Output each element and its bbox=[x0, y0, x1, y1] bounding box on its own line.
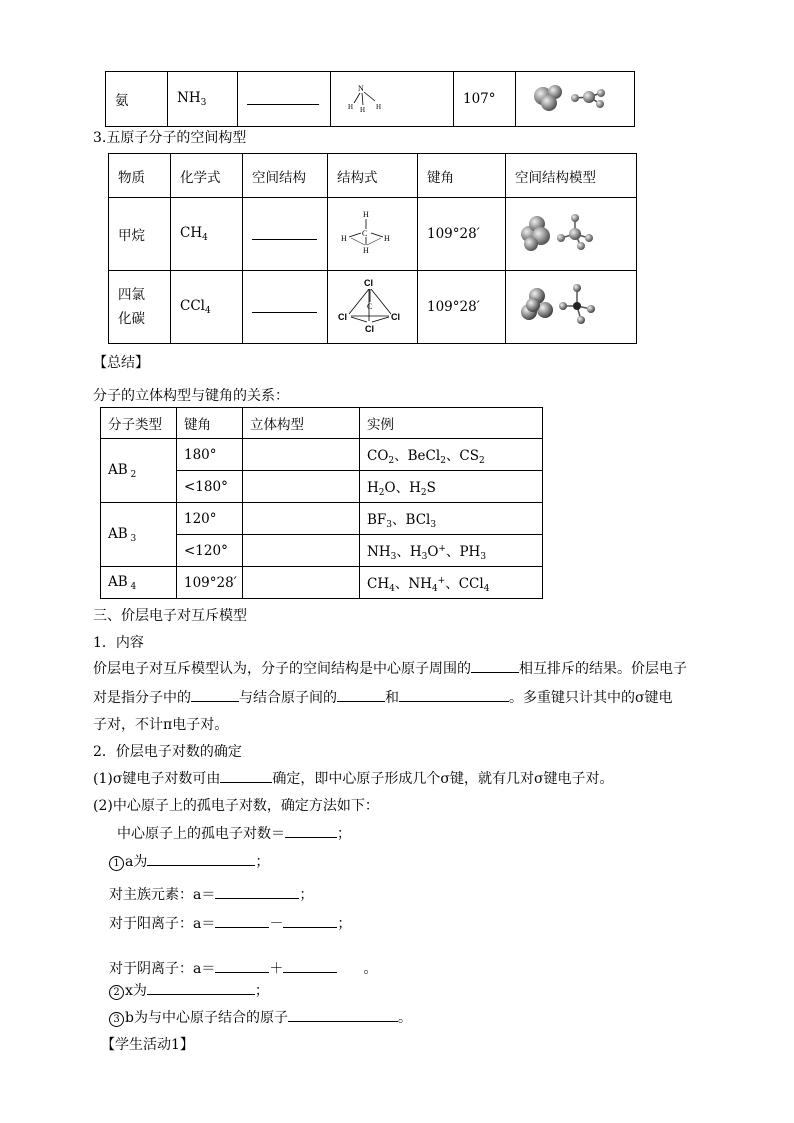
cell-examples-lt180: $H_2O$、$H_2S$ bbox=[360, 471, 543, 503]
cell-ab4: AB $_4$ bbox=[101, 567, 177, 599]
blank-13[interactable] bbox=[147, 980, 255, 995]
cell-angle-120: 120° bbox=[177, 503, 243, 535]
blank-8[interactable] bbox=[215, 884, 299, 899]
table-ammonia bbox=[105, 71, 635, 127]
cell-ch4: $CH_4$ bbox=[171, 198, 243, 271]
x-definition: 2 x为 ； bbox=[109, 980, 269, 1000]
ccl4-structure-diagram bbox=[337, 276, 407, 334]
cell-model bbox=[516, 72, 635, 127]
b-definition: 3 b为与中心原子结合的原子 。 bbox=[109, 1007, 412, 1027]
cell-angle-180: 180° bbox=[177, 439, 243, 471]
header-molecule-type: 分子类型 bbox=[101, 408, 177, 439]
ccl4-model-icon bbox=[515, 282, 605, 328]
cell-angle-109: 109°28′ bbox=[177, 567, 243, 599]
a-definition: 1 a为 ； bbox=[109, 851, 269, 871]
cell-ab3: AB $_3$ bbox=[101, 503, 177, 567]
circle-1: 1 bbox=[109, 856, 124, 871]
header-structural-formula: 结构式 bbox=[328, 154, 418, 198]
cell-ab2: AB $_2$ bbox=[101, 439, 177, 503]
circle-3: 3 bbox=[109, 1012, 124, 1027]
svg-text:C: C bbox=[367, 302, 373, 311]
blank-10[interactable] bbox=[283, 913, 337, 928]
ccl4-name-line2: 化碳 bbox=[118, 311, 145, 327]
circle-2: 2 bbox=[109, 985, 124, 1000]
table-summary bbox=[100, 407, 543, 599]
svg-text:H: H bbox=[360, 106, 366, 114]
blank-12[interactable] bbox=[283, 958, 337, 973]
heading-determination: 2．价层电子对数的确定 bbox=[93, 744, 242, 760]
cell-angle: 107° bbox=[454, 72, 516, 127]
cation-line: 对于阳离子：a＝ － ； bbox=[109, 913, 351, 933]
ccl4-name-line1: 四氯 bbox=[118, 287, 145, 303]
header-examples: 实例 bbox=[360, 408, 543, 439]
main-group-line: 对主族元素：a＝ ； bbox=[109, 884, 313, 904]
cell-ch4-angle: 109°28′ bbox=[418, 198, 506, 271]
cell-formula: $NH_3$ bbox=[168, 72, 238, 127]
blank-6[interactable] bbox=[285, 823, 337, 838]
blank-4[interactable] bbox=[399, 687, 509, 702]
cell-ccl4: CCl$_4$ bbox=[171, 271, 243, 344]
cell-blank bbox=[243, 198, 328, 271]
cell-ccl4-angle: 109°28′ bbox=[418, 271, 506, 344]
svg-text:Cl: Cl bbox=[391, 312, 400, 322]
header-geometry: 立体构型 bbox=[243, 408, 360, 439]
section-3-title: 3.五原子分子的空间构型 bbox=[93, 130, 247, 146]
nh3-model-icon bbox=[525, 79, 615, 115]
cell-ch4-model bbox=[506, 198, 637, 271]
paragraph-line-3: 子对，不计π电子对。 bbox=[93, 717, 229, 733]
heading-content: 1．内容 bbox=[93, 635, 144, 651]
cell-blank bbox=[243, 567, 360, 599]
cell-blank bbox=[243, 271, 328, 344]
svg-text:Cl: Cl bbox=[365, 324, 374, 334]
paragraph-line-1: 价层电子对互斥模型认为，分子的空间结构是中心原子周围的 相互排斥的结果。价层电子 bbox=[93, 658, 687, 678]
item-2: (2)中心原子上的孤电子对数，确定方法如下： bbox=[93, 798, 379, 814]
ch4-model-icon bbox=[515, 210, 605, 254]
blank-3[interactable] bbox=[337, 687, 385, 702]
cell-blank bbox=[243, 503, 360, 535]
cell-angle-lt120: <120° bbox=[177, 535, 243, 567]
cell-examples-120: $BF_3$、BCl$_3$ bbox=[360, 503, 543, 535]
cell-angle-lt180: <180° bbox=[177, 471, 243, 503]
header-model: 空间结构模型 bbox=[506, 154, 637, 198]
blank-9[interactable] bbox=[215, 913, 269, 928]
cell-ccl4-name bbox=[109, 271, 171, 344]
item-1: (1)σ键电子对数可由 确定，即中心原子形成几个σ键，就有几对σ键电子对。 bbox=[93, 768, 614, 788]
header-structure: 空间结构 bbox=[243, 154, 328, 198]
svg-text:Cl: Cl bbox=[338, 312, 347, 322]
svg-text:Cl: Cl bbox=[364, 278, 373, 288]
header-bond-angle: 键角 bbox=[177, 408, 243, 439]
cell-ch4-structure bbox=[328, 198, 418, 271]
cell-examples-lt120: $NH_3$、$H_3O^+$、$PH_3$ bbox=[360, 535, 543, 567]
cell-blank bbox=[243, 535, 360, 567]
svg-text:H: H bbox=[384, 234, 390, 243]
blank-1[interactable] bbox=[471, 658, 519, 673]
ch4-structure-diagram bbox=[337, 207, 399, 257]
cell-substance: 氨 bbox=[106, 72, 168, 127]
header-substance: 物质 bbox=[109, 154, 171, 198]
table-five-atom bbox=[108, 153, 637, 344]
blank-2[interactable] bbox=[191, 687, 239, 702]
svg-text:H: H bbox=[341, 234, 347, 243]
anion-line: 对于阴离子：a＝ ＋ 。 bbox=[109, 958, 377, 978]
blank-11[interactable] bbox=[215, 958, 269, 973]
cell-structural-formula bbox=[331, 72, 454, 127]
cell-ccl4-model bbox=[506, 271, 637, 344]
cell-blank bbox=[243, 471, 360, 503]
svg-text:C: C bbox=[362, 229, 368, 238]
student-activity-label: 【学生活动1】 bbox=[101, 1037, 194, 1053]
blank-7[interactable] bbox=[147, 851, 255, 866]
svg-text:H: H bbox=[363, 246, 369, 255]
formula-line: 中心原子上的孤电子对数＝ ； bbox=[117, 823, 351, 843]
blank-5[interactable] bbox=[220, 768, 272, 783]
vsepr-title: 三、价层电子对互斥模型 bbox=[93, 608, 247, 624]
paragraph-line-2: 对是指分子中的 与结合原子间的 和 。多重键只计其中的σ键电 bbox=[93, 687, 673, 707]
svg-text:H: H bbox=[363, 210, 369, 219]
header-angle: 键角 bbox=[418, 154, 506, 198]
cell-structure-blank bbox=[238, 72, 331, 127]
header-formula: 化学式 bbox=[171, 154, 243, 198]
blank-14[interactable] bbox=[288, 1007, 398, 1022]
summary-label: 【总结】 bbox=[93, 355, 149, 371]
svg-text:N: N bbox=[358, 84, 364, 93]
cell-blank bbox=[243, 439, 360, 471]
svg-text:H: H bbox=[348, 103, 354, 111]
cell-methane: 甲烷 bbox=[109, 198, 171, 271]
summary-intro: 分子的立体构型与键角的关系： bbox=[93, 388, 289, 404]
nh3-structure-diagram bbox=[340, 79, 400, 115]
cell-ccl4-structure bbox=[328, 271, 418, 344]
svg-text:H: H bbox=[376, 103, 382, 111]
cell-examples-109: $CH_4$、$NH_4^+$、CCl$_4$ bbox=[360, 567, 543, 599]
cell-examples-180: $CO_2$、BeCl$_2$、$CS_2$ bbox=[360, 439, 543, 471]
